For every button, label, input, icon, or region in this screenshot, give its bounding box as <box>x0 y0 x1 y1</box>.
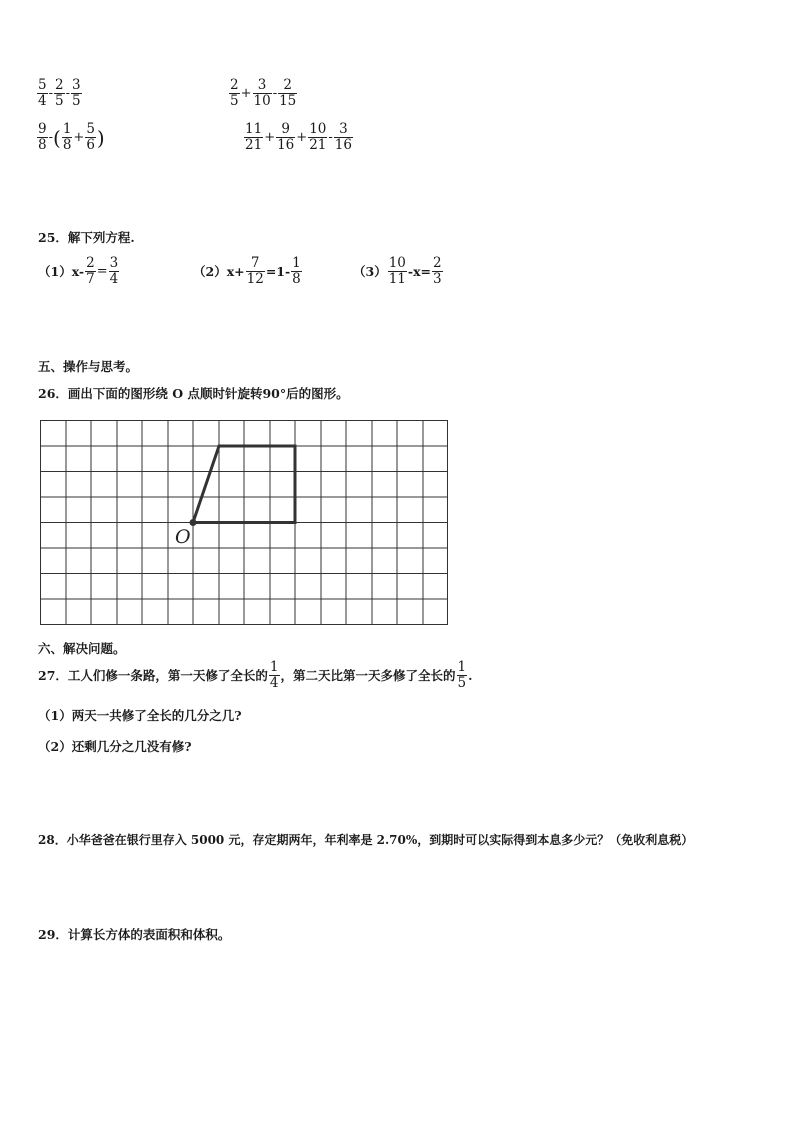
fraction: $\frac{2}{7}$ <box>86 255 95 287</box>
equation-2: （2）x+ $\frac{7}{12}$ =1- 1 8 <box>193 255 301 287</box>
section-5-heading: 五、操作与思考。 <box>38 359 139 374</box>
rotation-center-point <box>190 519 197 526</box>
fraction: 2 5 <box>55 77 64 109</box>
question-27-text: 27．工人们修一条路，第一天修了全长的 1 4 ，第二天比第一天多修了全长的 1 5 . <box>38 659 473 691</box>
fraction: 3 16 <box>334 121 352 153</box>
fraction: $\frac{3}{4}$ <box>109 255 119 287</box>
calc-expression-1: 5 4 - 2 5 - 3 5 <box>38 77 81 109</box>
fraction: 1 4 <box>269 659 279 691</box>
fraction: $\frac{9}{16}$ <box>277 121 295 153</box>
question-28: 28．小华爸爸在银行里存入 5000 元，存定期两年，年利率是 2.70%，到期时可以实际得到本息多少元？（免收利息税） <box>38 833 694 847</box>
fraction: 9 8 <box>38 121 47 153</box>
equation-1: （1）x- $\frac{2}{7}$ = $\frac{3}{4}$ <box>38 255 119 287</box>
point-label-o: O <box>175 526 191 548</box>
fraction: 3 5 <box>72 77 81 109</box>
fraction: $\frac{10}{21}$ <box>309 121 327 153</box>
fraction: $\frac{2}{3}$ <box>433 255 442 287</box>
rotation-grid-figure <box>30 412 454 632</box>
question-29: 29．计算长方体的表面积和体积。 <box>38 927 231 942</box>
fraction: 1 8 <box>292 255 301 287</box>
fraction: $\frac{5}{6}$ <box>86 121 95 153</box>
calc-expression-2: 2 5 + $\frac{3}{10}$ - 2 15 <box>230 77 297 109</box>
question-26-title: 26．画出下面的图形绕 O 点顺时针旋转90°后的图形。 <box>38 386 349 401</box>
fraction: 2 15 <box>279 77 297 109</box>
calc-expression-4: 11 21 + $\frac{9}{16}$ + $\frac{10}{21}$ - 3 16 <box>245 121 352 153</box>
fraction: 2 5 <box>230 77 239 109</box>
fraction: 5 4 <box>38 77 47 109</box>
question-27-sub-2: （2）还剩几分之几没有修? <box>38 739 192 754</box>
section-6-heading: 六、解决问题。 <box>38 641 126 656</box>
question-25-title: 25．解下列方程. <box>38 230 135 245</box>
fraction: 1 8 <box>62 121 72 153</box>
equation-3: （3） 10 11 -x= $\frac{2}{3}$ <box>353 255 442 287</box>
question-27-sub-1: （1）两天一共修了全长的几分之几? <box>38 708 242 723</box>
calc-expression-3: 9 8 - ( 1 8 + $\frac{5}{6}$ ) <box>38 121 105 153</box>
fraction: 11 21 <box>245 121 263 153</box>
fraction: $\frac{7}{12}$ <box>246 255 264 287</box>
fraction: 10 11 <box>388 255 406 287</box>
fraction: $\frac{3}{10}$ <box>253 77 271 109</box>
fraction: 1 5 <box>457 659 467 691</box>
